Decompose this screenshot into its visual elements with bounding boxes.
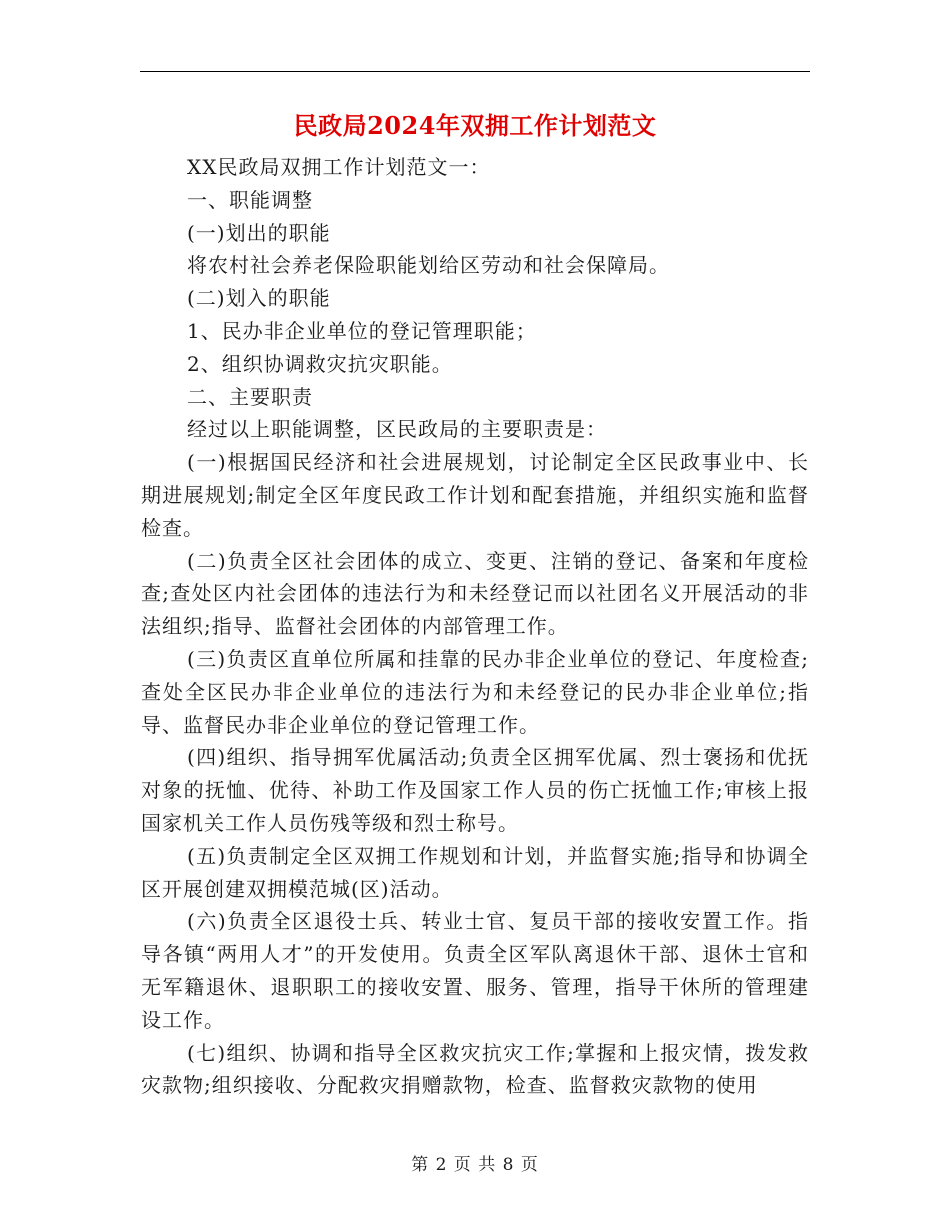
paragraph: (六)负责全区退役士兵、转业士官、复员干部的接收安置工作。指导各镇“两用人才”的开发使用。负责全区军队离退休干部、退休士官和无军籍退休、退职职工的接收安置、服务、管理，指导干休所的管理建设工作。 <box>141 909 809 1032</box>
page-footer: 第 2 页 共 8 页 <box>411 1155 539 1175</box>
paragraph: (五)负责制定全区双拥工作规划和计划，并监督实施;指导和协调全区开展创建双拥模范城(区)活动。 <box>141 843 809 901</box>
paragraph: 二、主要职责 <box>187 384 313 409</box>
paragraph: 经过以上职能调整，区民政局的主要职责是： <box>187 417 607 442</box>
document-title: 民政局2024年双拥工作计划范文 <box>293 111 657 140</box>
paragraph: XX民政局双拥工作计划范文一： <box>187 155 491 179</box>
paragraph: 1、民办非企业单位的登记管理职能； <box>187 318 537 343</box>
paragraph: (七)组织、协调和指导全区救灾抗灾工作;掌握和上报灾情，拨发救灾款物;组织接收、分配救灾捐赠款物，检查、监督救灾款物的使用 <box>141 1040 809 1098</box>
paragraph: (四)组织、指导拥军优属活动;负责全区拥军优属、烈士褒扬和优抚对象的抚恤、优待、补助工作及国家工作人员的伤亡抚恤工作;审核上报国家机关工作人员伤残等级和烈士称号。 <box>141 745 809 835</box>
paragraph: (二)负责全区社会团体的成立、变更、注销的登记、备案和年度检查;查处区内社会团体的违法行为和未经登记而以社团名义开展活动的非法组织;指导、监督社会团体的内部管理工作。 <box>141 548 809 639</box>
paragraph: (二)划入的职能 <box>187 286 331 311</box>
paragraph: (三)负责区直单位所属和挂靠的民办非企业单位的登记、年度检查;查处全区民办非企业单位的违法行为和未经登记的民办非企业单位;指导、监督民办非企业单位的登记管理工作。 <box>141 646 809 737</box>
header-rule <box>140 71 810 72</box>
paragraph: (一)划出的职能 <box>187 220 331 245</box>
paragraph: 一、职能调整 <box>187 187 313 212</box>
paragraph: 将农村社会养老保险职能划给区劳动和社会保障局。 <box>187 253 670 278</box>
document-body <box>141 151 809 1102</box>
paragraph: 2、组织协调救灾抗灾职能。 <box>187 351 453 376</box>
paragraph: (一)根据国民经济和社会进展规划，讨论制定全区民政事业中、长期进展规划;制定全区年度民政工作计划和配套措施，并组织实施和监督检查。 <box>141 450 809 540</box>
